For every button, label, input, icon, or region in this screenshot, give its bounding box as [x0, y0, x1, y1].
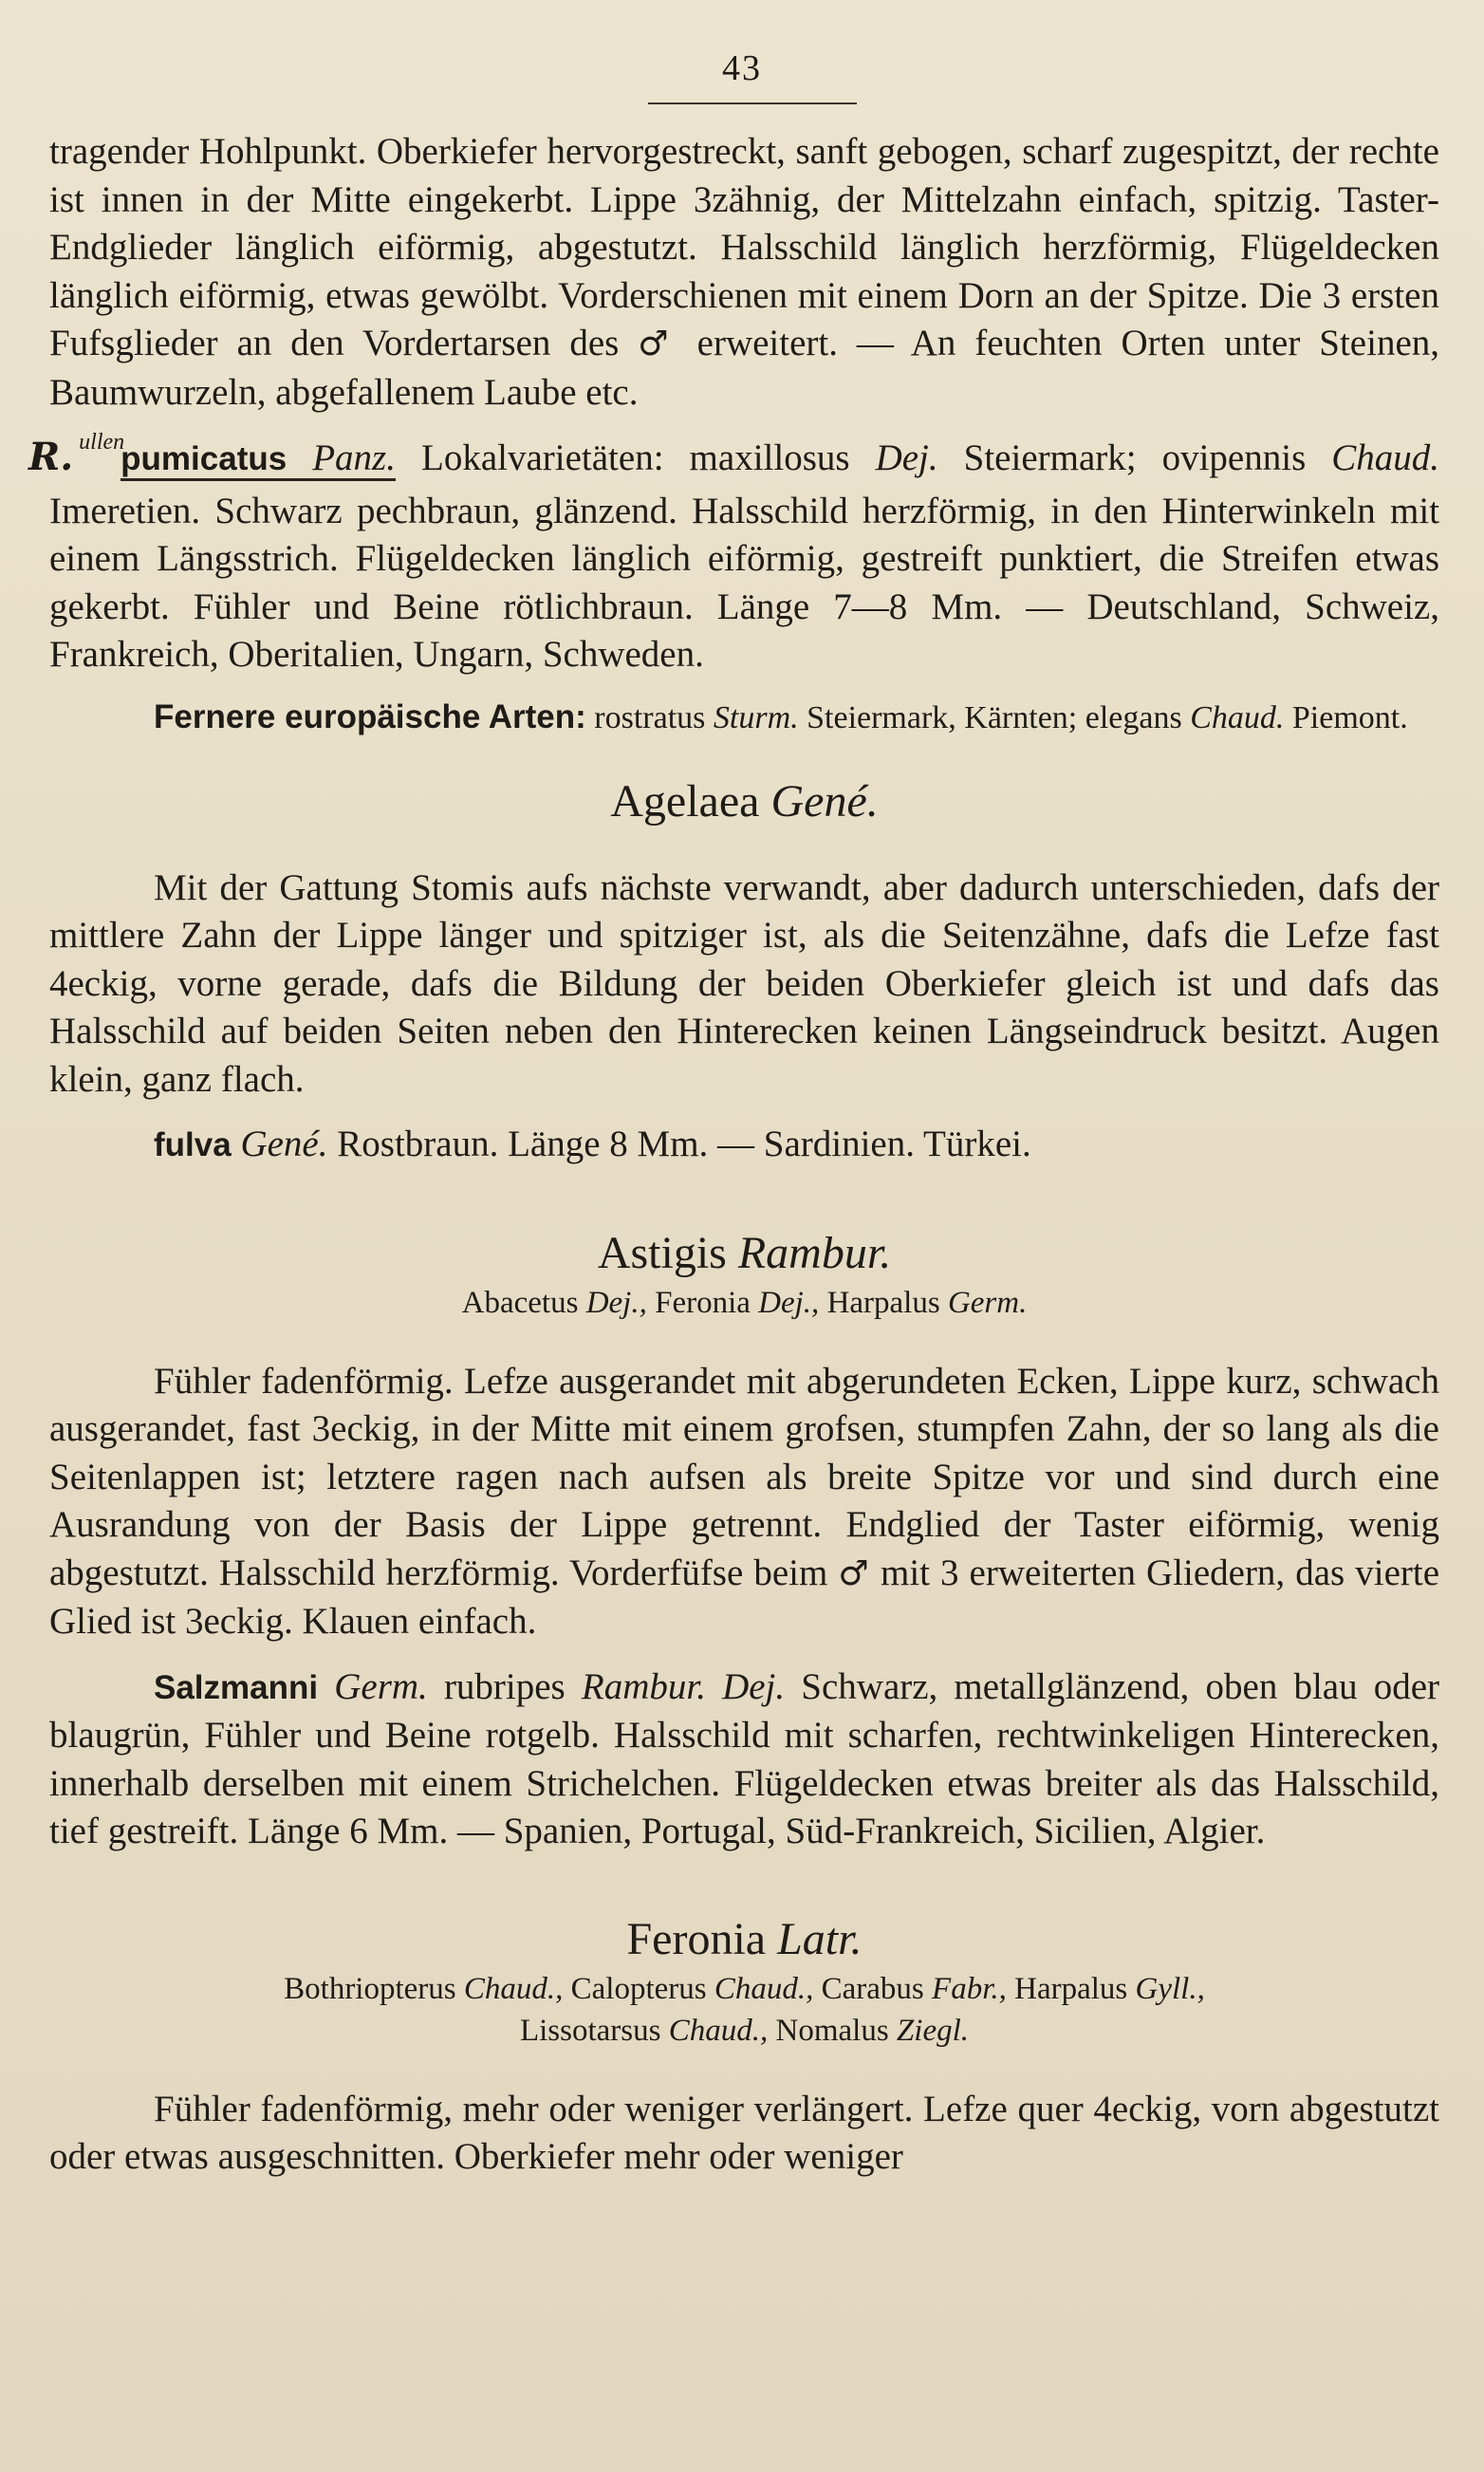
genus-description-astigis: Fühler fadenförmig. Lefze ausgerandet mit abgerundeten Ecken, Lippe kurz, schwach ausgerandet, fast 3eckig, in der Mitte mit einem grofsen, stumpfen Zahn, der so lang als die Seitenlappen ist; letztere ragen nach aufsen als breite Spitze vor und sind durch eine Ausrandung von der Basis der Lippe getrennt. Endglied der Taster eiförmig, wenig abgestutzt. Halsschild herzförmig. Vorderfüfse beim ♂ mit 3 erweiterten Gliedern, das vierte Glied ist 3eckig. Klauen einfach. [49, 1360, 1440, 1642]
underlined-species-name [121, 437, 396, 481]
handwritten-annotation-icon: R. [28, 435, 74, 479]
species-author: Panz. [312, 437, 396, 478]
further-species-label: Fernere europäische Arten: [154, 697, 586, 735]
species-fulva: fulva Gené. Rostbraun. Länge 8 Mm. — Sardinien. Türkei. [154, 1124, 1031, 1164]
species-pumicatus: R. $^{ullen}$pumicatus Panz. Lokalvarietäten: maxillosus Dej. Steiermark; ovipennis Chaud. Imeretien. Schwarz pechbraun, glänzend. Halsschild herzförmig, in den Hinterwinkeln mit einem Längsstrich. Flügeldecken länglich eiförmig, gestreift punktiert, die Streifen etwas gekerbt. Fühler und Beine rötlichbraun. Länge 7—8 Mm. — Deutschland, Schweiz, Frankreich, Oberitalien, Ungarn, Schweden. [28, 430, 1440, 675]
male-symbol-icon: ♂ [638, 325, 678, 363]
page-content [28, 128, 1440, 2182]
genus-description-feronia: Fühler fadenförmig, mehr oder weniger verlängert. Lefze quer 4eckig, vorn abgestutzt oder etwas ausgeschnitten. Oberkiefer mehr oder weniger [49, 2088, 1439, 2177]
synonyms-feronia-line1: Bothriopterus Chaud., Calopterus Chaud., Carabus Fabr., Harpalus Gyll., [284, 1971, 1205, 2006]
genus-description-agelaea: Mit der Gattung Stomis aufs nächste verwandt, aber dadurch unterschieden, dafs der mittlere Zahn der Lippe länger und spitziger ist, als die Seitenzähne, dafs die Lefze fast 4eckig, vorne gerade, dafs die Bildung der beiden Oberkiefer gleich ist und dafs das Halsschild auf beiden Seiten neben den Hinterecken keinen Längseindruck besitzt. Augen klein, ganz flach. [49, 866, 1439, 1100]
page-number-rule [648, 102, 857, 104]
synonyms-astigis: Abacetus Dej., Feronia Dej., Harpalus Germ. [461, 1285, 1028, 1320]
genus-heading-astigis: Astigis Rambur. [597, 1227, 892, 1278]
page-number: 43 [722, 48, 762, 88]
male-symbol-icon: ♂ [838, 1553, 870, 1593]
paragraph-stomis-continuation: tragender Hohlpunkt. Oberkiefer hervorgestreckt, sanft gebogen, scharf zugespitzt, der rechte ist innen in der Mitte eingekerbt. Lippe 3zähnig, der Mittelzahn einfach, spitzig. Taster-Endglieder länglich eiförmig, abgestutzt. Halsschild länglich herzförmig, Flügeldecken länglich eiförmig, etwas gewölbt. Vorderschienen mit einem Dorn an der Spitze. Die 3 ersten Fufsglieder an den Vordertarsen des ♂ erweitert. — An feuchten Orten unter Steinen, Baumwurzeln, abgefallenem Laube etc. [49, 131, 1440, 413]
species-name: pumicatus [121, 440, 288, 477]
species-salzmanni: Salzmanni Germ. rubripes Rambur. Dej. Schwarz, metallglänzend, oben blau oder blaugrün, Fühler und Beine rotgelb. Halsschild mit scharfen, rechtwinkeligen Hinterecken, innerhalb derselben mit einem Strichelchen. Flügeldecken etwas breiter als das Halsschild, tief gestreift. Länge 6 Mm. — Spanien, Portugal, Süd-Frankreich, Sicilien, Algier. [49, 1665, 1440, 1851]
genus-heading-feronia: Feronia Latr. [626, 1913, 863, 1964]
genus-heading-agelaea: Agelaea Gené. [610, 775, 879, 827]
handwritten-superscript: ullen [79, 430, 125, 455]
further-european-species: Fernere europäische Arten: rostratus Sturm. Steiermark, Kärnten; elegans Chaud. Piemont. [154, 697, 1408, 735]
synonyms-feronia-line2: Lissotarsus Chaud., Nomalus Ziegl. [519, 2013, 970, 2048]
